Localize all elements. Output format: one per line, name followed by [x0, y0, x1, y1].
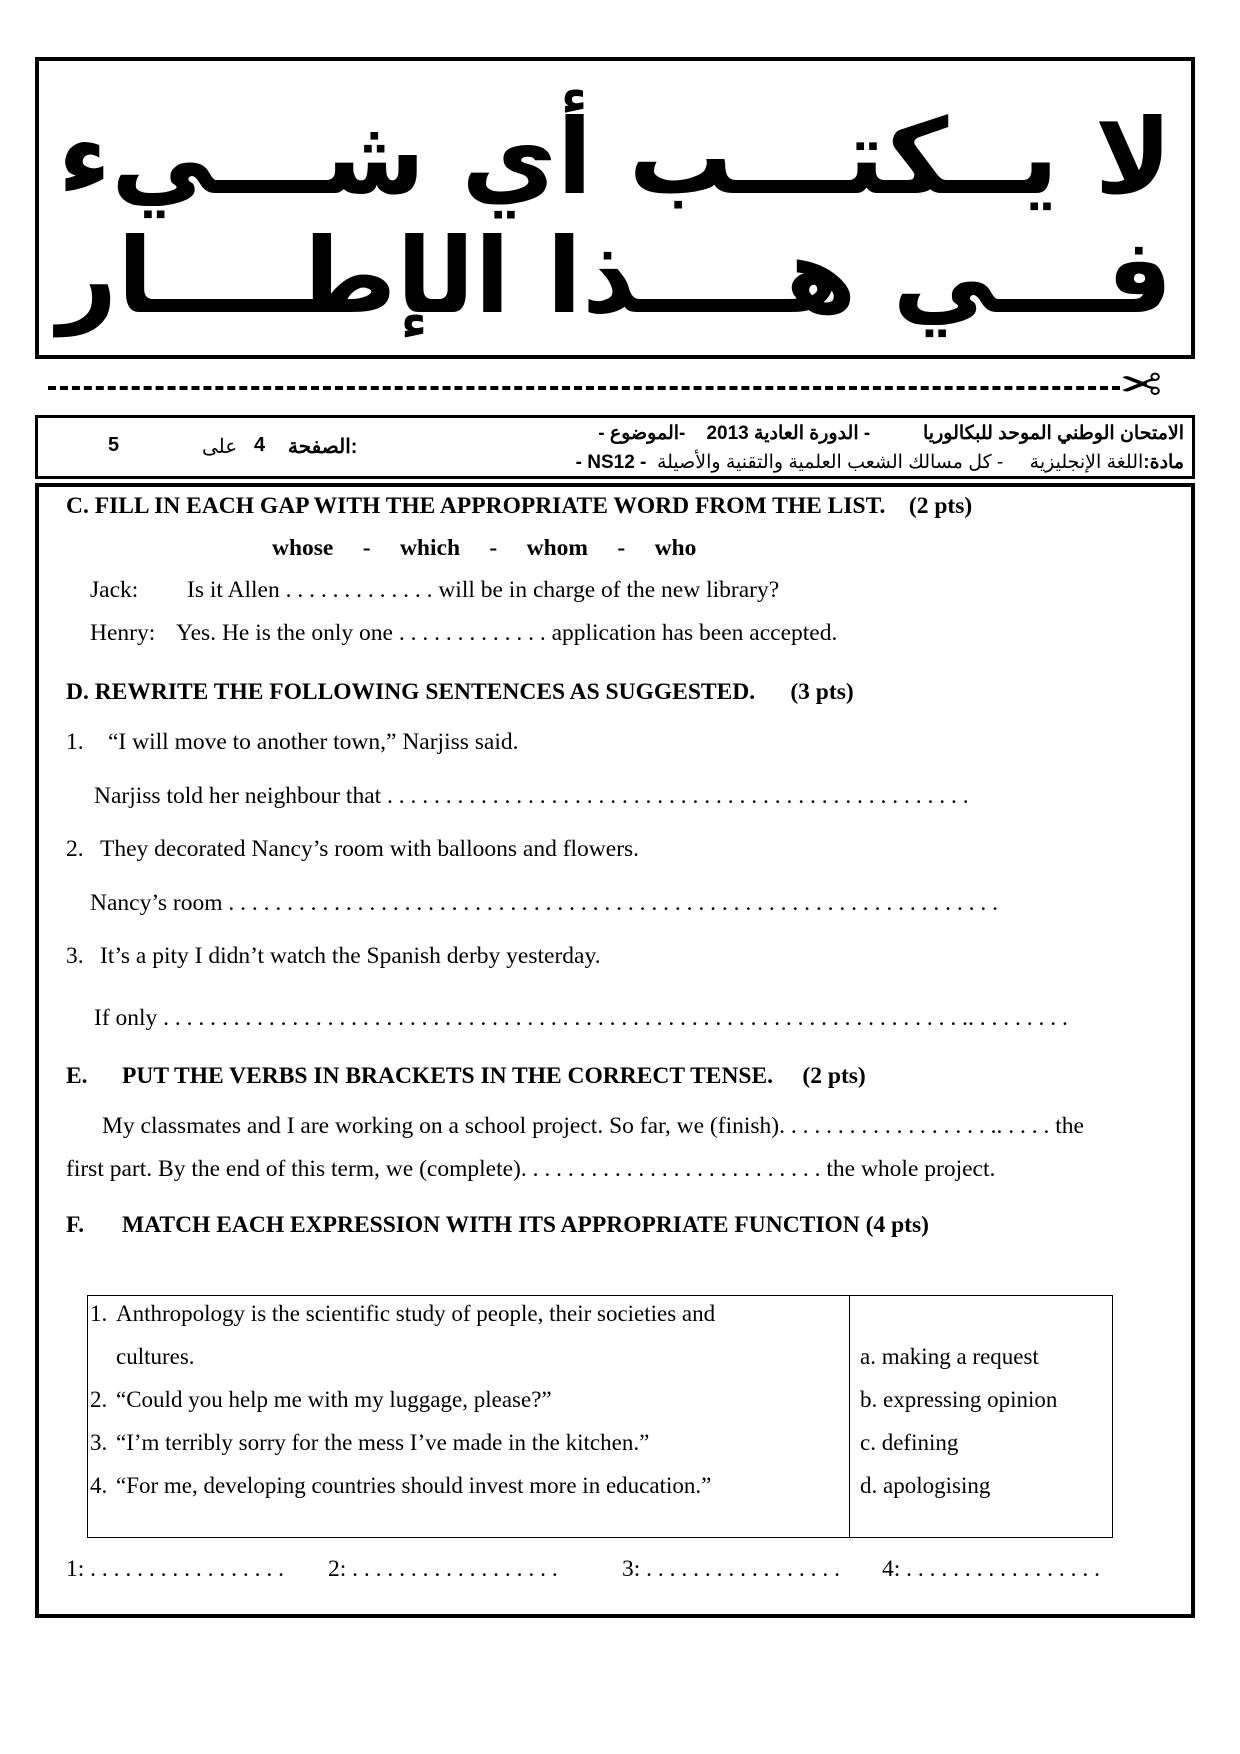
- expression-text: “I’m terribly sorry for the mess I’ve made in the kitchen.”: [116, 1430, 650, 1455]
- original-sentence: “I will move to another town,” Narjiss said.: [108, 729, 519, 755]
- matter-label: مادة:: [1143, 452, 1184, 473]
- expression-number: 1.: [90, 1301, 108, 1326]
- expression-text: “For me, developing countries should invest more in education.”: [116, 1473, 712, 1498]
- rewrite-line: Nancy’s room . . . . . . . . . . . . . . . . . . . . . . . . . . . . . . . . . . . . . . . . . . . . . . . . . . . . . . . . . . . . . . . . . .: [90, 890, 998, 916]
- banner-line-1: لا يــكتـــب أي شـــيء: [57, 96, 1173, 218]
- expression-text: Anthropology is the scientific study of people, their societies and: [116, 1301, 716, 1326]
- scissors-icon: ✂: [1120, 356, 1162, 414]
- word-which: which: [399, 535, 461, 561]
- expression-text: “Could you help me with my luggage, please?”: [116, 1387, 552, 1412]
- exam-header: [35, 415, 1195, 479]
- word-separator: -: [489, 535, 498, 561]
- section-c-heading: [66, 493, 972, 520]
- section-e-letter: E.: [66, 1063, 88, 1089]
- matter-value: اللغة الإنجليزية: [1029, 452, 1144, 473]
- word-separator: -: [617, 535, 626, 561]
- function-option: a. making a request: [860, 1344, 1039, 1369]
- word-whose: whose: [272, 535, 334, 561]
- section-e-points: (2 pts): [802, 1063, 866, 1089]
- item-number: 2.: [66, 836, 84, 862]
- section-c-title: C. FILL IN EACH GAP WITH THE APPROPRIATE WORD FROM THE LIST.: [66, 493, 886, 519]
- section-e-title: PUT THE VERBS IN BRACKETS IN THE CORRECT TENSE.: [122, 1063, 774, 1089]
- page-label: الصفحة:: [288, 436, 358, 458]
- section-c-points: (2 pts): [908, 493, 973, 519]
- page-of: على: [202, 436, 238, 458]
- function-option: c. defining: [860, 1430, 959, 1455]
- page-number: 4: [254, 434, 266, 456]
- streams: - كل مسالك الشعب العلمية والتقنية والأصيلة: [656, 452, 1004, 473]
- item-number: 3.: [66, 943, 84, 969]
- page-total: 5: [108, 434, 120, 456]
- subject-code: - NS12 -: [575, 452, 647, 473]
- section-d-title: D. REWRITE THE FOLLOWING SENTENCES AS SUGGESTED.: [66, 679, 756, 705]
- do-not-write-frame: [35, 57, 1195, 359]
- dialogue-line-jack: Is it Allen . . . . . . . . . . . . . will be in charge of the new library?: [187, 577, 780, 603]
- exam-title: الامتحان الوطني الموحد للبكالوريا: [923, 423, 1184, 444]
- table-divider: [849, 1296, 850, 1537]
- item-number: 1.: [66, 729, 84, 755]
- answer-slot-2: 2: . . . . . . . . . . . . . . . . . .: [328, 1556, 558, 1582]
- tense-paragraph-line-1: My classmates and I are working on a school project. So far, we (finish). . . . . . . . . . . . . . . . . . .. . . . . the: [102, 1113, 1084, 1139]
- section-d-points: (3 pts): [790, 679, 854, 705]
- word-separator: -: [362, 535, 371, 561]
- banner-line-2: فـــي هــــذا الإطــــار: [57, 215, 1173, 337]
- expression-number: 2.: [90, 1387, 108, 1412]
- answer-slot-1: 1: . . . . . . . . . . . . . . . . .: [66, 1556, 285, 1582]
- expression-number: 3.: [90, 1430, 108, 1455]
- section-f-letter: F.: [66, 1212, 85, 1238]
- header-row-1: [598, 422, 1184, 445]
- expression-number: 4.: [90, 1473, 108, 1498]
- exam-content: [35, 483, 1195, 1618]
- rewrite-line: Narjiss told her neighbour that . . . . . . . . . . . . . . . . . . . . . . . . . . . . . . . . . . . . . . . . . . . . . . . . . .: [94, 783, 969, 809]
- function-option: d. apologising: [860, 1473, 991, 1498]
- word-who: who: [654, 535, 697, 561]
- exam-session: - الدورة العادية 2013: [706, 423, 871, 444]
- section-d-heading: [66, 679, 854, 706]
- original-sentence: They decorated Nancy’s room with balloons and flowers.: [100, 836, 640, 862]
- dialogue-speaker-henry: Henry:: [90, 620, 156, 646]
- rewrite-line: If only . . . . . . . . . . . . . . . . . . . . . . . . . . . . . . . . . . . . . . . . . . . . . . . . . . . . . . . . . . . . . . . . . . . . .. . . . . . . . .: [94, 1005, 1068, 1031]
- expression-text-continued: cultures.: [116, 1344, 195, 1369]
- original-sentence: It’s a pity I didn’t watch the Spanish derby yesterday.: [100, 943, 601, 969]
- dialogue-speaker-jack: Jack:: [90, 577, 139, 603]
- matching-table: [87, 1295, 1113, 1538]
- section-e-heading: [122, 1063, 866, 1090]
- tense-paragraph-line-2: first part. By the end of this term, we (complete). . . . . . . . . . . . . . . . . . . . . . . . . . the whole project.: [66, 1156, 996, 1182]
- section-f-heading: MATCH EACH EXPRESSION WITH ITS APPROPRIATE FUNCTION (4 pts): [122, 1212, 929, 1238]
- answer-slot-3: 3: . . . . . . . . . . . . . . . . .: [622, 1556, 841, 1582]
- header-row-2: [576, 451, 1184, 474]
- word-list: [272, 535, 696, 562]
- answer-slot-4: 4: . . . . . . . . . . . . . . . . .: [882, 1556, 1101, 1582]
- subject-label: -الموضوع -: [598, 423, 686, 444]
- function-option: b. expressing opinion: [860, 1387, 1058, 1412]
- word-whom: whom: [526, 535, 588, 561]
- cut-line: [48, 386, 1120, 390]
- dialogue-line-henry: Yes. He is the only one . . . . . . . . . . . . . application has been accepted.: [176, 620, 838, 646]
